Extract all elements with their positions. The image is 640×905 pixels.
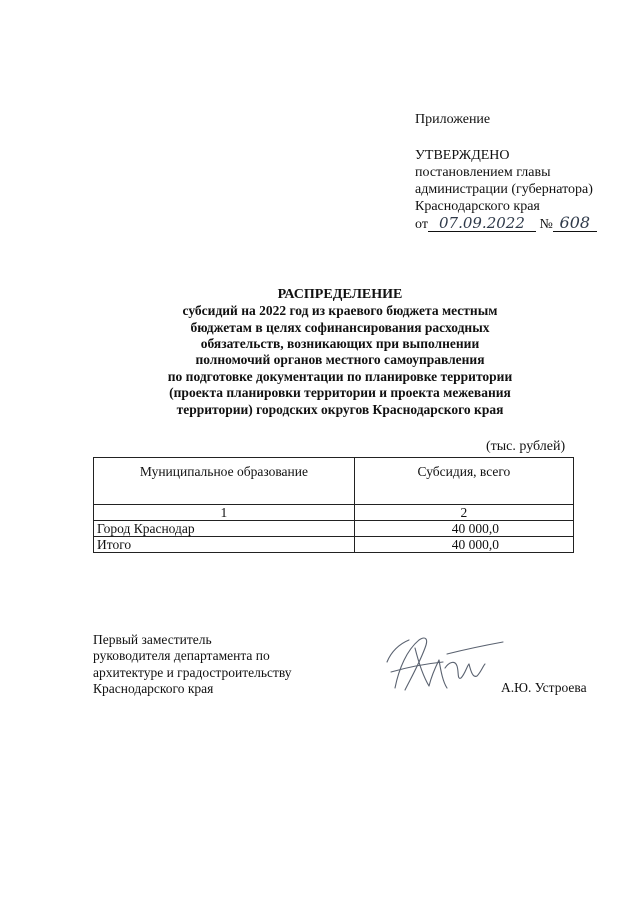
column-number: 1 [94,505,355,521]
heading-line: (проекта планировки территории и проекта межевания [169,385,511,401]
signer-position-line: Краснодарского края [93,681,214,697]
subsidy-cell: 40 000,0 [354,521,573,537]
heading-line: бюджетам в целях софинансирования расходных [190,319,490,335]
table-header-row [94,458,574,505]
appendix-label: Приложение [415,112,491,127]
signer-position-line: архитектуре и градостроительству [93,664,292,680]
approved-line-2: администрации (губернатора) [415,182,593,197]
handwritten-number: 608 [553,215,597,232]
number-prefix: № [539,217,553,232]
column-number-row [94,505,574,521]
heading-line: по подготовке документации по планировке территории [167,368,513,384]
table-row [94,521,574,537]
heading-line: территории) городских округов Краснодарского края [176,401,504,417]
signer-position-line: руководителя департамента по [93,648,270,664]
column-number: 2 [354,505,573,521]
table-row-total [94,537,574,553]
date-prefix: от [415,217,428,232]
municipality-cell: Город Краснодар [94,521,355,537]
handwritten-date: 07.09.2022 [428,216,536,232]
signer-position [93,632,292,698]
heading-line: полномочий органов местного самоуправления [195,352,485,368]
approved-line-3: Краснодарского края [415,199,540,214]
signer-name: А.Ю. Устроева [501,680,587,695]
municipality-cell: Итого [94,537,355,553]
heading-line: субсидий на 2022 год из краевого бюджета местным [182,303,498,319]
column-header-subsidy: Субсидия, всего [354,458,573,505]
document-heading [140,286,540,418]
signer-position-line: Первый заместитель [93,632,212,647]
units-label: (тыс. рублей) [486,439,566,454]
distribution-table [93,457,574,553]
heading-title: РАСПРЕДЕЛЕНИЕ [277,287,403,302]
approval-date-row [415,215,597,234]
approved-line-1: постановлением главы [415,165,551,180]
column-header-municipality: Муниципальное образование [94,458,355,505]
heading-line: обязательств, возникающих при выполнении [200,336,480,352]
approved-title: УТВЕРЖДЕНО [415,148,510,163]
subsidy-cell: 40 000,0 [354,537,573,553]
handwritten-signature [385,628,505,698]
